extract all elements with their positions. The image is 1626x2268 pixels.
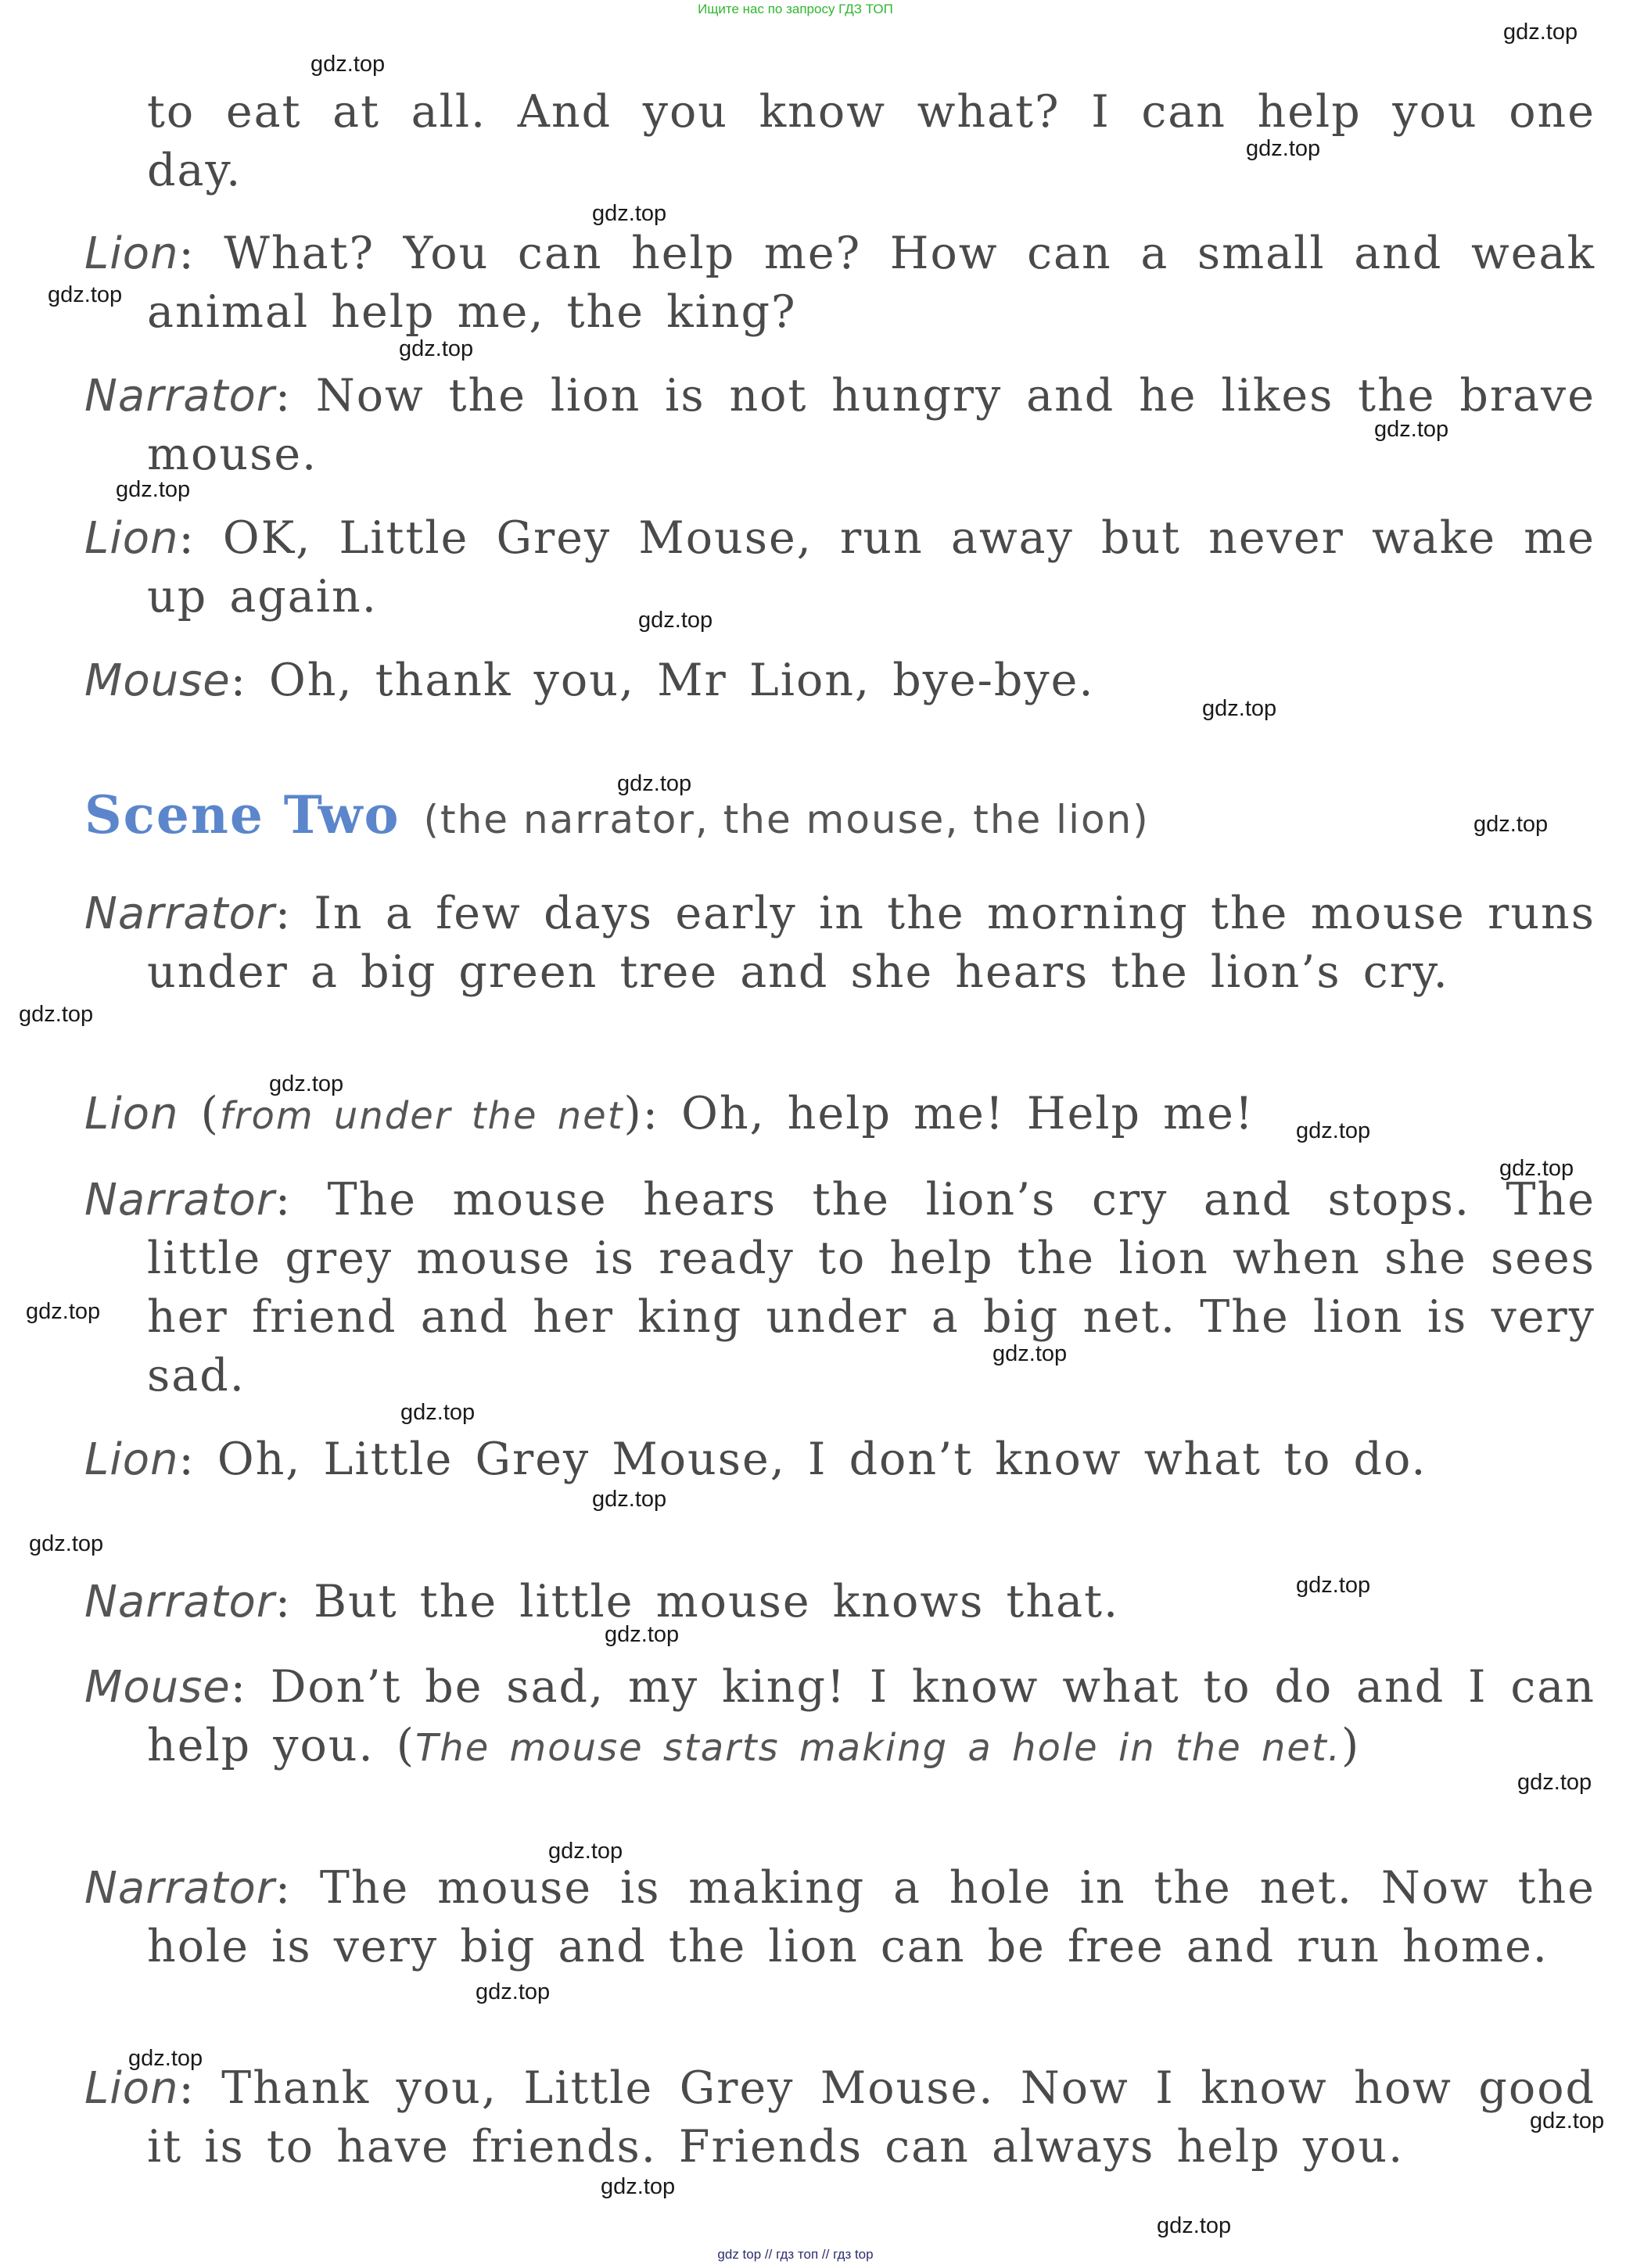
speaker-label: Narrator bbox=[84, 1175, 275, 1226]
speaker-label: Narrator bbox=[84, 371, 275, 422]
speaker-label: Narrator bbox=[84, 888, 275, 939]
watermark-text: gdz.top bbox=[26, 1299, 101, 1324]
dialogue-line-lion bbox=[84, 224, 1595, 342]
scene-title: Scene Two bbox=[84, 784, 400, 845]
watermark-text: gdz.top bbox=[1530, 2108, 1605, 2133]
watermark-text: gdz.top bbox=[592, 201, 667, 226]
line-text: : The mouse hears the lion’s cry and stops. The little grey mouse is ready to help the lion when she sees her friend and her king under a big net. The lion is very sad. bbox=[147, 1174, 1595, 1401]
dialogue-line-lion bbox=[84, 1430, 1595, 1489]
watermark-text: gdz.top bbox=[48, 282, 123, 307]
watermark-text: gdz.top bbox=[29, 1531, 104, 1556]
line-text-close: ) bbox=[1341, 1720, 1361, 1771]
watermark-text: gdz.top bbox=[638, 608, 713, 633]
dialogue-line-mouse bbox=[84, 1658, 1595, 1778]
line-text: : OK, Little Grey Mouse, run away but never wake me up again. bbox=[147, 512, 1595, 623]
watermark-text: gdz.top bbox=[605, 1622, 680, 1647]
speaker-label: Lion bbox=[84, 1089, 179, 1139]
dialogue-line-narrator bbox=[84, 1171, 1595, 1405]
dialogue-line-continuation bbox=[84, 83, 1595, 200]
line-text: : But the little mouse knows that. bbox=[275, 1576, 1120, 1627]
line-text: : Oh, thank you, Mr Lion, bye-bye. bbox=[230, 655, 1095, 706]
stage-direction: from under the net bbox=[219, 1094, 624, 1138]
watermark-text: gdz.top bbox=[128, 2046, 203, 2071]
dialogue-line-narrator bbox=[84, 885, 1595, 1002]
line-text: : In a few days early in the morning the mouse runs under a big green tree and she hears the lion’s cry. bbox=[147, 888, 1595, 998]
speaker-label: Narrator bbox=[84, 1863, 275, 1914]
watermark-text: gdz.top bbox=[1296, 1573, 1371, 1598]
watermark-text: gdz.top bbox=[1157, 2213, 1232, 2238]
line-text: ): Oh, help me! Help me! bbox=[623, 1088, 1254, 1139]
watermark-text: gdz.top bbox=[617, 771, 692, 796]
speaker-label: Mouse bbox=[84, 655, 231, 706]
speaker-label: Narrator bbox=[84, 1577, 275, 1627]
watermark-text: gdz.top bbox=[1499, 1156, 1574, 1181]
watermark-text: gdz.top bbox=[1517, 1770, 1592, 1795]
speaker-label: Lion bbox=[84, 1434, 179, 1485]
line-text: : The mouse is making a hole in the net. Now the hole is very big and the lion can be free and run home. bbox=[147, 1862, 1595, 1972]
watermark-text: gdz.top bbox=[399, 336, 474, 361]
watermark-text: gdz.top bbox=[1473, 812, 1549, 837]
speaker-label: Lion bbox=[84, 513, 179, 564]
watermark-text: gdz.top bbox=[1246, 136, 1321, 161]
watermark-text: gdz.top bbox=[992, 1341, 1068, 1366]
line-text: : Now the lion is not hungry and he likes the brave mouse. bbox=[147, 370, 1595, 480]
watermark-text: gdz.top bbox=[476, 1979, 551, 2004]
stage-direction: The mouse starts making a hole in the net. bbox=[415, 1726, 1342, 1770]
watermark-text: gdz.top bbox=[1503, 20, 1578, 45]
watermark-text: gdz.top bbox=[1374, 417, 1449, 442]
line-text: : Don’t be sad, my king! I know what to do and I can help you. ( bbox=[147, 1661, 1595, 1771]
site-banner-bottom: gdz top // гдз топ // гдз top bbox=[717, 2247, 874, 2262]
dialogue-line-narrator bbox=[84, 1859, 1595, 1976]
line-text: : What? You can help me? How can a small and weak animal help me, the king? bbox=[147, 228, 1595, 338]
line-text: : Thank you, Little Grey Mouse. Now I know how good it is to have friends. Friends can always help you. bbox=[147, 2062, 1595, 2173]
watermark-text: gdz.top bbox=[1202, 696, 1277, 721]
watermark-text: gdz.top bbox=[1296, 1118, 1371, 1143]
line-text: to eat at all. And you know what? I can help you one day. bbox=[147, 86, 1595, 196]
watermark-text: gdz.top bbox=[269, 1071, 344, 1096]
watermark-text: gdz.top bbox=[601, 2174, 676, 2199]
dialogue-line-lion bbox=[84, 509, 1595, 626]
speaker-label: Lion bbox=[84, 2063, 179, 2114]
watermark-text: gdz.top bbox=[310, 52, 386, 77]
site-banner-top: Ищите нас по запросу ГДЗ ТОП bbox=[698, 2, 893, 16]
dir-open: ( bbox=[178, 1088, 220, 1139]
watermark-text: gdz.top bbox=[548, 1839, 623, 1864]
line-text: : Oh, Little Grey Mouse, I don’t know what to do. bbox=[178, 1434, 1427, 1485]
watermark-text: gdz.top bbox=[592, 1487, 667, 1512]
watermark-text: gdz.top bbox=[400, 1400, 476, 1425]
speaker-label: Mouse bbox=[84, 1662, 231, 1713]
watermark-text: gdz.top bbox=[19, 1002, 94, 1027]
dialogue-line-narrator bbox=[84, 367, 1595, 484]
watermark-text: gdz.top bbox=[116, 477, 191, 502]
dialogue-line-lion bbox=[84, 2059, 1595, 2176]
scene-cast: (the narrator, the mouse, the lion) bbox=[423, 797, 1150, 842]
speaker-label: Lion bbox=[84, 228, 179, 279]
dialogue-line-mouse bbox=[84, 651, 1595, 710]
